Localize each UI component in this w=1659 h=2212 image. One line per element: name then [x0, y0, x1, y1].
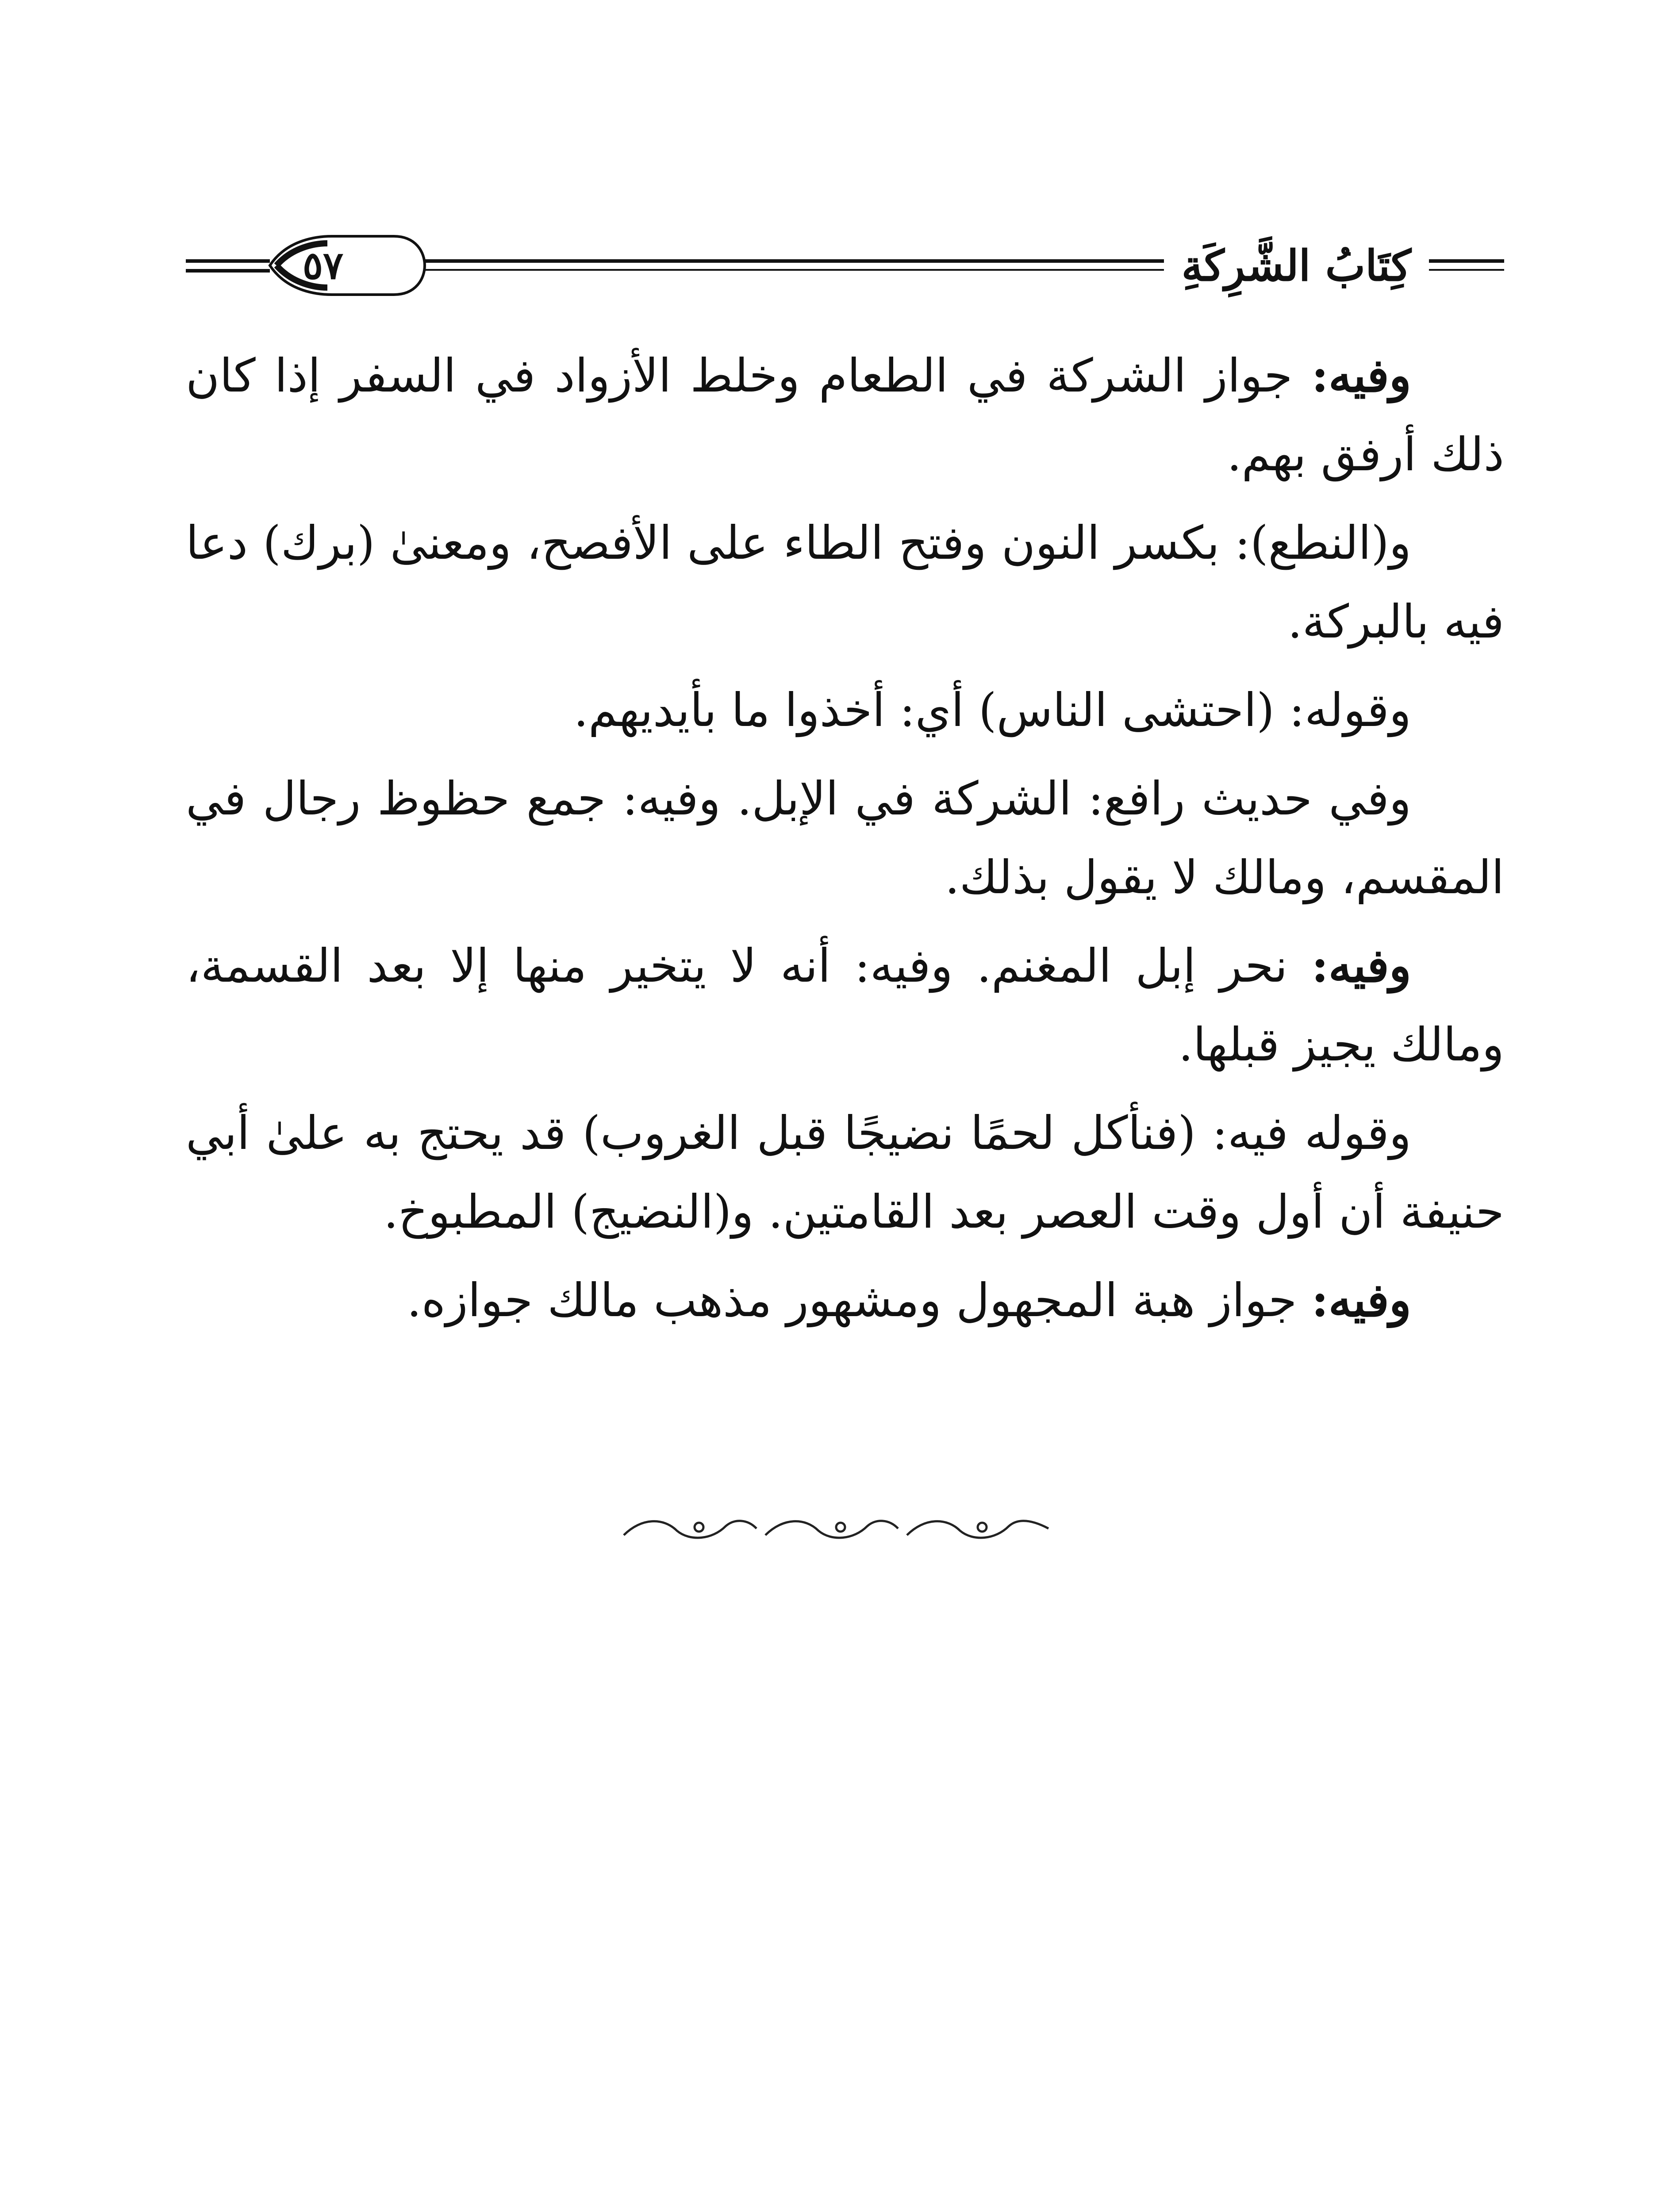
paragraph-3	[186, 671, 1504, 749]
chapter-title: كِتَابُ الشَّرِكَةِ	[1164, 234, 1429, 296]
section-end-ornament-icon	[615, 1513, 1057, 1544]
paragraph-text: جواز هبة المجهول ومشهور مذهب مالك جوازه.	[407, 1273, 1312, 1327]
page-header	[186, 230, 1504, 301]
paragraph-text: وقوله فيه: (فنأكل لحمًا نضيجًا قبل الغروب) قد يحتج به علىٰ أبي حنيفة أن أول وقت العصر بعد القامتين. و(النضيج) المطبوخ.	[186, 1106, 1504, 1239]
paragraph-text: وفي حديث رافع: الشركة في الإبل. وفيه: جمع حظوظ رجال في المقسم، ومالك لا يقول بذلك.	[186, 772, 1504, 904]
page-number: ٥٧	[302, 243, 344, 288]
paragraph-1	[186, 336, 1504, 494]
paragraph-text: نحر إبل المغنم. وفيه: أنه لا يتخير منها إلا بعد القسمة، ومالك يجيز قبلها.	[186, 939, 1504, 1071]
main-text	[186, 336, 1504, 1349]
paragraph-6	[186, 1094, 1504, 1251]
paragraph-lead: وفيه:	[1311, 348, 1412, 403]
paragraph-2	[186, 503, 1504, 661]
paragraph-7	[186, 1261, 1504, 1340]
paragraph-5	[186, 926, 1504, 1084]
paragraph-4	[186, 759, 1504, 917]
paragraph-text: وقوله: (احتشى الناس) أي: أخذوا ما بأيديهم.	[573, 683, 1411, 737]
paragraph-text: و(النطع): بكسر النون وفتح الطاء على الأفصح، ومعنىٰ (برك) دعا فيه بالبركة.	[186, 516, 1504, 649]
paragraph-text: جواز الشركة في الطعام وخلط الأزواد في السفر إذا كان ذلك أرفق بهم.	[186, 349, 1504, 481]
paragraph-lead: وفيه:	[1311, 1273, 1411, 1327]
paragraph-lead: وفيه:	[1311, 938, 1411, 993]
